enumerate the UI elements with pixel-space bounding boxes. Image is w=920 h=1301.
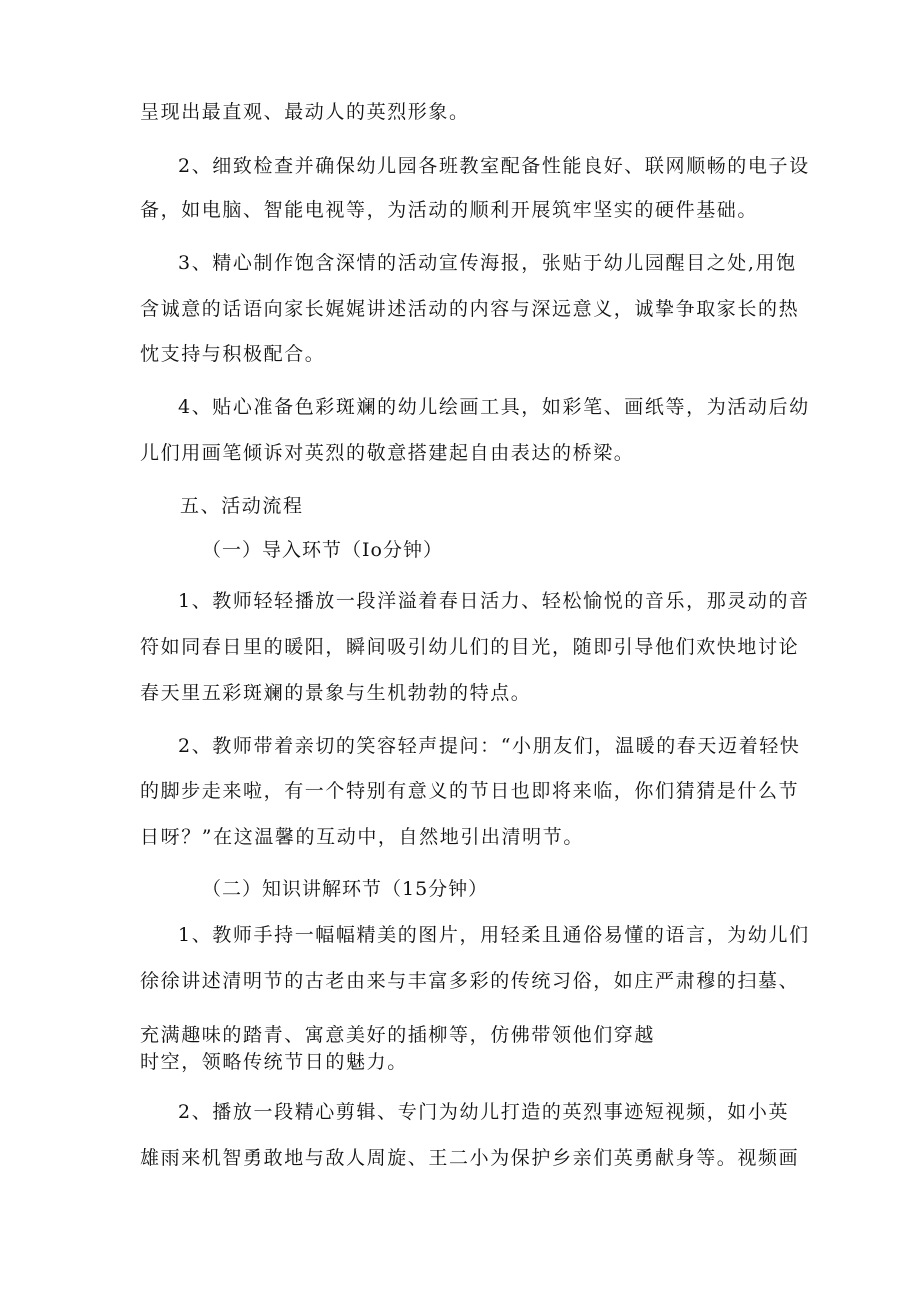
text-line-12: 春天里五彩斑斓的景象与生机勃勃的特点。 (140, 682, 532, 704)
text-line-4: 含诚意的话语向家长娓娓讲述活动的内容与深远意义，诚挚争取家长的热 (140, 298, 800, 320)
text-line-19: 充满趣味的踏青、寓意美好的插柳等，仿佛带领他们穿越 (140, 1024, 656, 1046)
text-line-22: 雄雨来机智勇敢地与敌人周旋、王二小为保护乡亲们英勇献身等。视频画 (140, 1147, 800, 1169)
text-line-17: 1、教师手持一幅幅精美的图片，用轻柔且通俗易懂的语言，为幼儿们 (178, 924, 810, 946)
text-line-15: 日呀？”在这温馨的互动中，自然地引出清明节。 (140, 826, 584, 848)
text-line-6: 4、贴心准备色彩斑斓的幼儿绘画工具，如彩笔、画纸等，为活动后幼 (178, 396, 810, 418)
subsection-heading-knowledge: （二）知识讲解环节（15分钟） (202, 878, 489, 900)
text-line-3: 3、精心制作饱含深情的活动宣传海报，张贴于幼儿园醒目之处,用饱 (178, 252, 797, 274)
subsection-heading-intro: （一）导入环节（Io分钟） (202, 539, 443, 561)
text-line-14: 的脚步走来啦，有一个特别有意义的节日也即将来临，你们猜猜是什么节 (140, 780, 800, 802)
text-line-13: 2、教师带着亲切的笑容轻声提问：“小朋友们，温暖的春天迈着轻快 (178, 735, 801, 757)
text-line-21: 2、播放一段精心剪辑、专门为幼儿打造的英烈事迹短视频，如小英 (178, 1101, 790, 1123)
text-line-10: 1、教师轻轻播放一段洋溢着春日活力、轻松愉悦的音乐，那灵动的音 (178, 590, 810, 612)
text-line-7: 儿们用画笔倾诉对英烈的敬意搭建起自由表达的桥梁。 (140, 442, 635, 464)
text-line-18: 徐徐讲述清明节的古老由来与丰富多彩的传统习俗，如庄严肃穆的扫墓、 (140, 970, 800, 992)
text-line-11: 符如同春日里的暖阳，瞬间吸引幼儿们的目光，随即引导他们欢快地讨论 (140, 636, 800, 658)
text-line-0: 呈现出最直观、最动人的英烈形象。 (140, 101, 470, 123)
text-line-20: 时空，领略传统节日的魅力。 (140, 1051, 408, 1073)
text-line-5: 忱支持与积极配合。 (140, 343, 326, 365)
section-heading: 五、活动流程 (180, 495, 304, 517)
text-line-2: 备，如电脑、智能电视等，为活动的顺利开展筑牢坚实的硬件基础。 (140, 199, 759, 221)
text-line-1: 2、细致检查并确保幼儿园各班教室配备性能良好、联网顺畅的电子设 (178, 155, 810, 177)
